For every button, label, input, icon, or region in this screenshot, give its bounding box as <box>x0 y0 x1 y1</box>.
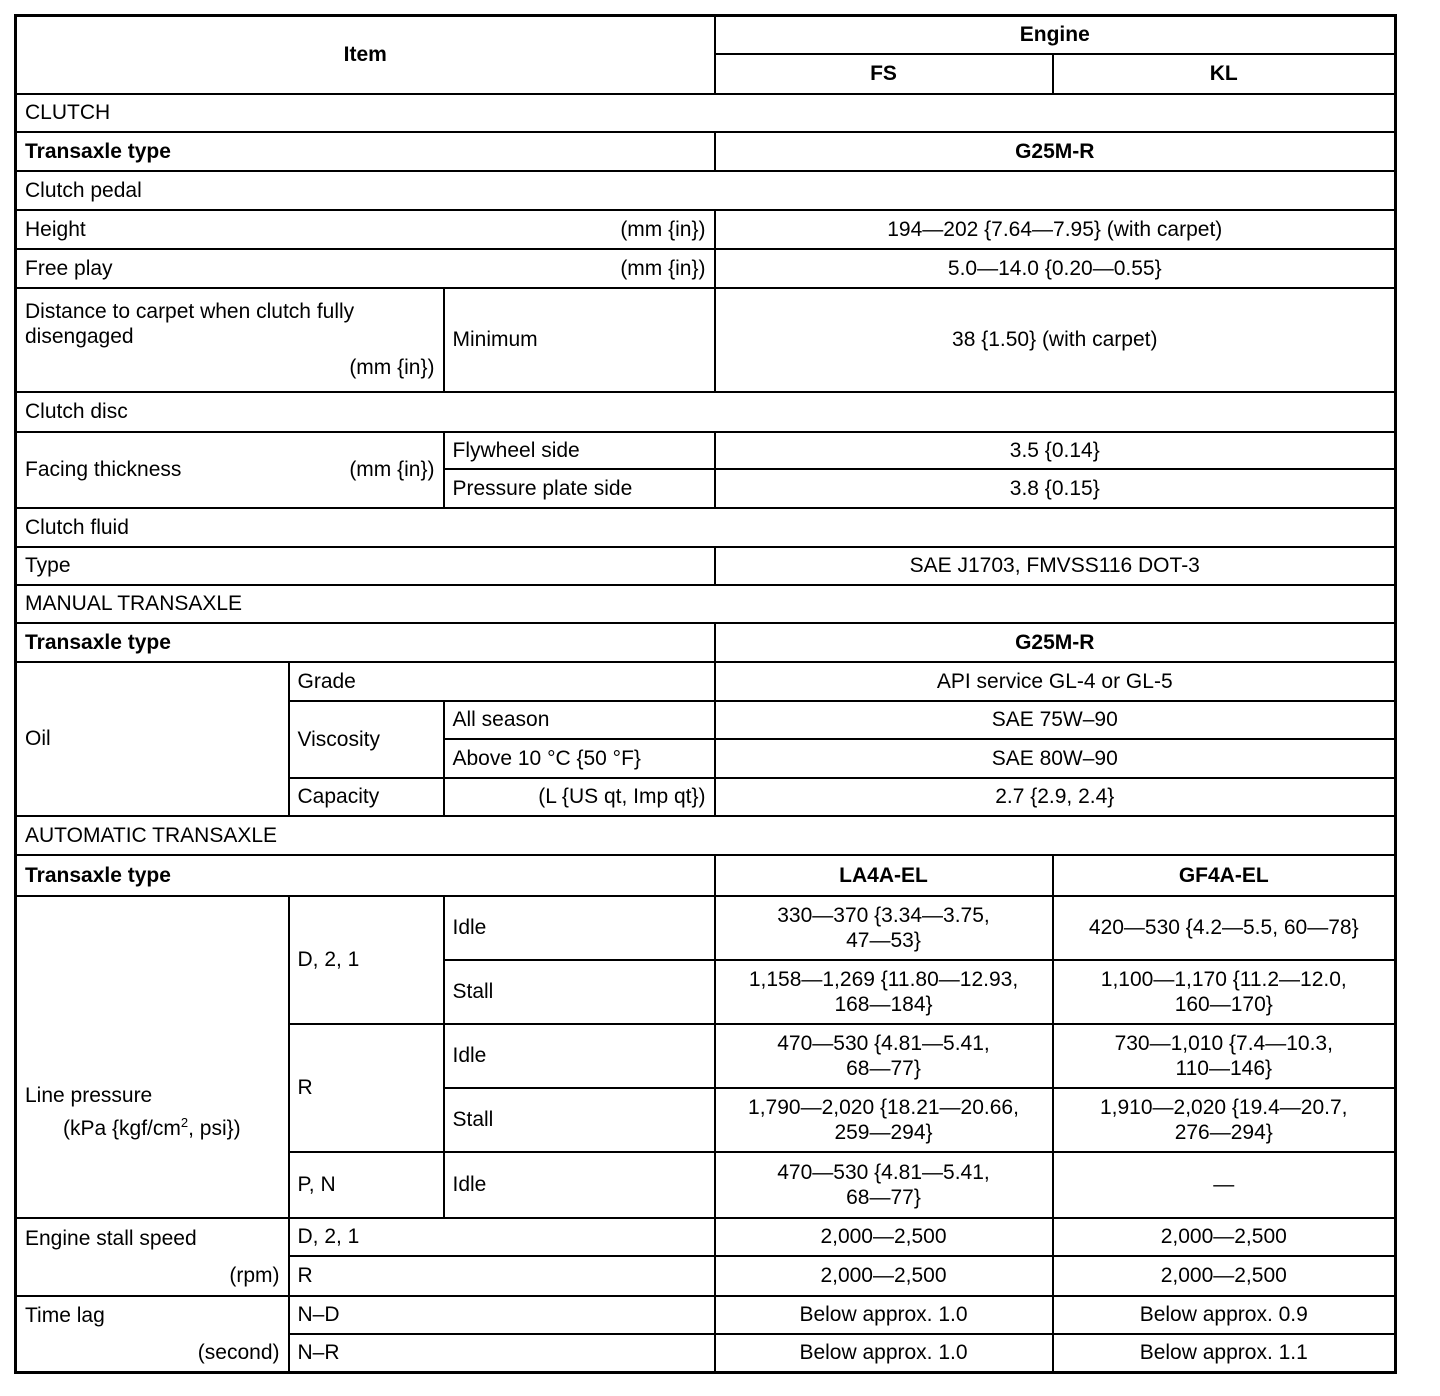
grade-label: Grade <box>289 662 715 701</box>
nr-kl: Below approx. 1.1 <box>1053 1334 1396 1373</box>
stall-d21-fs: 2,000—2,500 <box>715 1218 1053 1256</box>
r-idle-kl-line2: 110—146} <box>1175 1056 1273 1080</box>
free-play-label: Free play <box>25 256 113 280</box>
stall-speed-label: Engine stall speed <box>25 1226 197 1250</box>
clutch-transaxle-type-value: G25M-R <box>715 132 1396 171</box>
table-row <box>16 132 1396 171</box>
all-season-value: SAE 75W–90 <box>715 701 1396 739</box>
pn-idle-fs <box>715 1152 1053 1218</box>
r-idle-fs-line1: 470—530 {4.81—5.41, <box>777 1031 990 1055</box>
d21-idle-fs-line2: 47—53} <box>846 928 921 952</box>
stall-speed-unit: (rpm) <box>229 1263 280 1287</box>
stall-speed-cell <box>16 1218 289 1296</box>
table-row <box>16 855 1396 896</box>
table-row <box>16 432 1396 469</box>
facing-label: Facing thickness <box>25 458 182 481</box>
height-label: Height <box>25 217 86 241</box>
distance-cell <box>16 288 444 392</box>
section-row <box>16 94 1396 132</box>
height-value: 194—202 {7.64—7.95} (with carpet) <box>715 210 1396 249</box>
section-automatic: AUTOMATIC TRANSAXLE <box>16 816 1396 855</box>
free-play-cell <box>16 249 715 288</box>
stall-r-label: R <box>289 1256 715 1296</box>
fluid-type-value: SAE J1703, FMVSS116 DOT-3 <box>715 547 1396 585</box>
header-kl: KL <box>1053 54 1396 94</box>
stall-r-fs: 2,000—2,500 <box>715 1256 1053 1296</box>
table-row <box>16 249 1396 288</box>
header-engine: Engine <box>715 16 1396 54</box>
pn-idle-kl: — <box>1053 1152 1396 1218</box>
free-play-value: 5.0—14.0 {0.20—0.55} <box>715 249 1396 288</box>
facing-unit: (mm {in}) <box>349 458 435 481</box>
capacity-value: 2.7 {2.9, 2.4} <box>715 778 1396 816</box>
nd-label: N–D <box>289 1296 715 1334</box>
r-idle-fs-line2: 68—77} <box>846 1056 921 1080</box>
table-row <box>16 288 1396 392</box>
capacity-unit: (L {US qt, Imp qt}) <box>444 778 715 816</box>
flywheel-value: 3.5 {0.14} <box>715 432 1396 469</box>
pn-label: P, N <box>289 1152 444 1218</box>
r-idle-fs <box>715 1024 1053 1088</box>
d21-stall-kl-line1: 1,100—1,170 {11.2—12.0, <box>1100 967 1347 991</box>
manual-transaxle-type-label: Transaxle type <box>16 623 715 662</box>
flywheel-label: Flywheel side <box>444 432 715 469</box>
r-stall-label: Stall <box>444 1088 715 1152</box>
auto-type-kl: GF4A-EL <box>1053 855 1396 896</box>
oil-label: Oil <box>16 662 289 816</box>
subsection-row <box>16 392 1396 432</box>
height-cell <box>16 210 715 249</box>
line-pressure-cell <box>16 896 289 1218</box>
pn-idle-fs-line1: 470—530 {4.81—5.41, <box>777 1160 990 1184</box>
line-pressure-unit-pre: (kPa {kgf/cm <box>63 1116 181 1140</box>
nr-label: N–R <box>289 1334 715 1373</box>
clutch-transaxle-type-label: Transaxle type <box>16 132 715 171</box>
facing-cell <box>16 432 444 508</box>
subsection-row <box>16 171 1396 210</box>
above-label: Above 10 °C {50 °F} <box>444 739 715 778</box>
distance-unit: (mm {in}) <box>349 356 435 379</box>
r-idle-label: Idle <box>444 1024 715 1088</box>
d21-idle-label: Idle <box>444 896 715 960</box>
d21-stall-kl-line2: 160—170} <box>1174 992 1273 1016</box>
pressure-value: 3.8 {0.15} <box>715 469 1396 508</box>
d21-label: D, 2, 1 <box>289 896 444 1024</box>
above-value: SAE 80W–90 <box>715 739 1396 778</box>
d21-stall-fs-line1: 1,158—1,269 {11.80—12.93, <box>748 967 1019 991</box>
clutch-fluid-label: Clutch fluid <box>16 508 1396 547</box>
line-pressure-unit <box>25 1116 280 1141</box>
clutch-disc-label: Clutch disc <box>16 392 1396 432</box>
nd-kl: Below approx. 0.9 <box>1053 1296 1396 1334</box>
header-fs: FS <box>715 54 1053 94</box>
line-pressure-unit-sup: 2 <box>180 1114 189 1130</box>
pn-idle-label: Idle <box>444 1152 715 1218</box>
all-season-label: All season <box>444 701 715 739</box>
table-row <box>16 623 1396 662</box>
table-row <box>16 662 1396 701</box>
header-item: Item <box>16 16 715 94</box>
section-row <box>16 816 1396 855</box>
d21-stall-fs-line2: 168—184} <box>834 992 933 1016</box>
d21-stall-kl <box>1053 960 1396 1024</box>
r-idle-kl-line1: 730—1,010 {7.4—10.3, <box>1114 1031 1333 1055</box>
subsection-row <box>16 508 1396 547</box>
table-row <box>16 896 1396 960</box>
r-stall-kl-line2: 276—294} <box>1174 1120 1273 1144</box>
d21-idle-fs-line1: 330—370 {3.34—3.75, <box>777 903 990 927</box>
time-lag-unit: (second) <box>197 1340 280 1364</box>
table-row <box>16 1296 1396 1334</box>
spec-table <box>14 14 1397 1374</box>
nr-fs: Below approx. 1.0 <box>715 1334 1053 1373</box>
section-row <box>16 585 1396 623</box>
time-lag-cell <box>16 1296 289 1373</box>
clutch-pedal-label: Clutch pedal <box>16 171 1396 210</box>
stall-d21-kl: 2,000—2,500 <box>1053 1218 1396 1256</box>
r-idle-kl <box>1053 1024 1396 1088</box>
section-manual: MANUAL TRANSAXLE <box>16 585 1396 623</box>
r-stall-fs-line2: 259—294} <box>834 1120 933 1144</box>
section-clutch: CLUTCH <box>16 94 1396 132</box>
pn-idle-fs-line2: 68—77} <box>846 1185 921 1209</box>
distance-label: Distance to carpet when clutch fully disengaged <box>25 300 355 348</box>
free-play-unit: (mm {in}) <box>620 256 706 280</box>
time-lag-label: Time lag <box>25 1303 105 1327</box>
grade-value: API service GL-4 or GL-5 <box>715 662 1396 701</box>
viscosity-label: Viscosity <box>289 701 444 778</box>
nd-fs: Below approx. 1.0 <box>715 1296 1053 1334</box>
capacity-label: Capacity <box>289 778 444 816</box>
header-row <box>16 16 1396 54</box>
distance-value: 38 {1.50} (with carpet) <box>715 288 1396 392</box>
height-unit: (mm {in}) <box>620 217 706 241</box>
line-pressure-label: Line pressure <box>25 1083 153 1107</box>
r-stall-kl-line1: 1,910—2,020 {19.4—20.7, <box>1099 1095 1348 1119</box>
table-row <box>16 1218 1396 1256</box>
auto-type-fs: LA4A-EL <box>715 855 1053 896</box>
line-pressure-unit-post: , psi}) <box>188 1116 241 1140</box>
r-stall-fs <box>715 1088 1053 1152</box>
stall-r-kl: 2,000—2,500 <box>1053 1256 1396 1296</box>
d21-idle-fs <box>715 896 1053 960</box>
pressure-label: Pressure plate side <box>444 469 715 508</box>
auto-transaxle-type-label: Transaxle type <box>16 855 715 896</box>
distance-sub: Minimum <box>444 288 715 392</box>
stall-d21-label: D, 2, 1 <box>289 1218 715 1256</box>
table-row <box>16 547 1396 585</box>
d21-stall-fs <box>715 960 1053 1024</box>
r-stall-fs-line1: 1,790—2,020 {18.21—20.66, <box>748 1095 1019 1119</box>
table-row <box>16 210 1396 249</box>
r-label: R <box>289 1024 444 1152</box>
d21-idle-kl: 420—530 {4.2—5.5, 60—78} <box>1053 896 1396 960</box>
r-stall-kl <box>1053 1088 1396 1152</box>
d21-stall-label: Stall <box>444 960 715 1024</box>
fluid-type-label: Type <box>16 547 715 585</box>
manual-transaxle-type-value: G25M-R <box>715 623 1396 662</box>
